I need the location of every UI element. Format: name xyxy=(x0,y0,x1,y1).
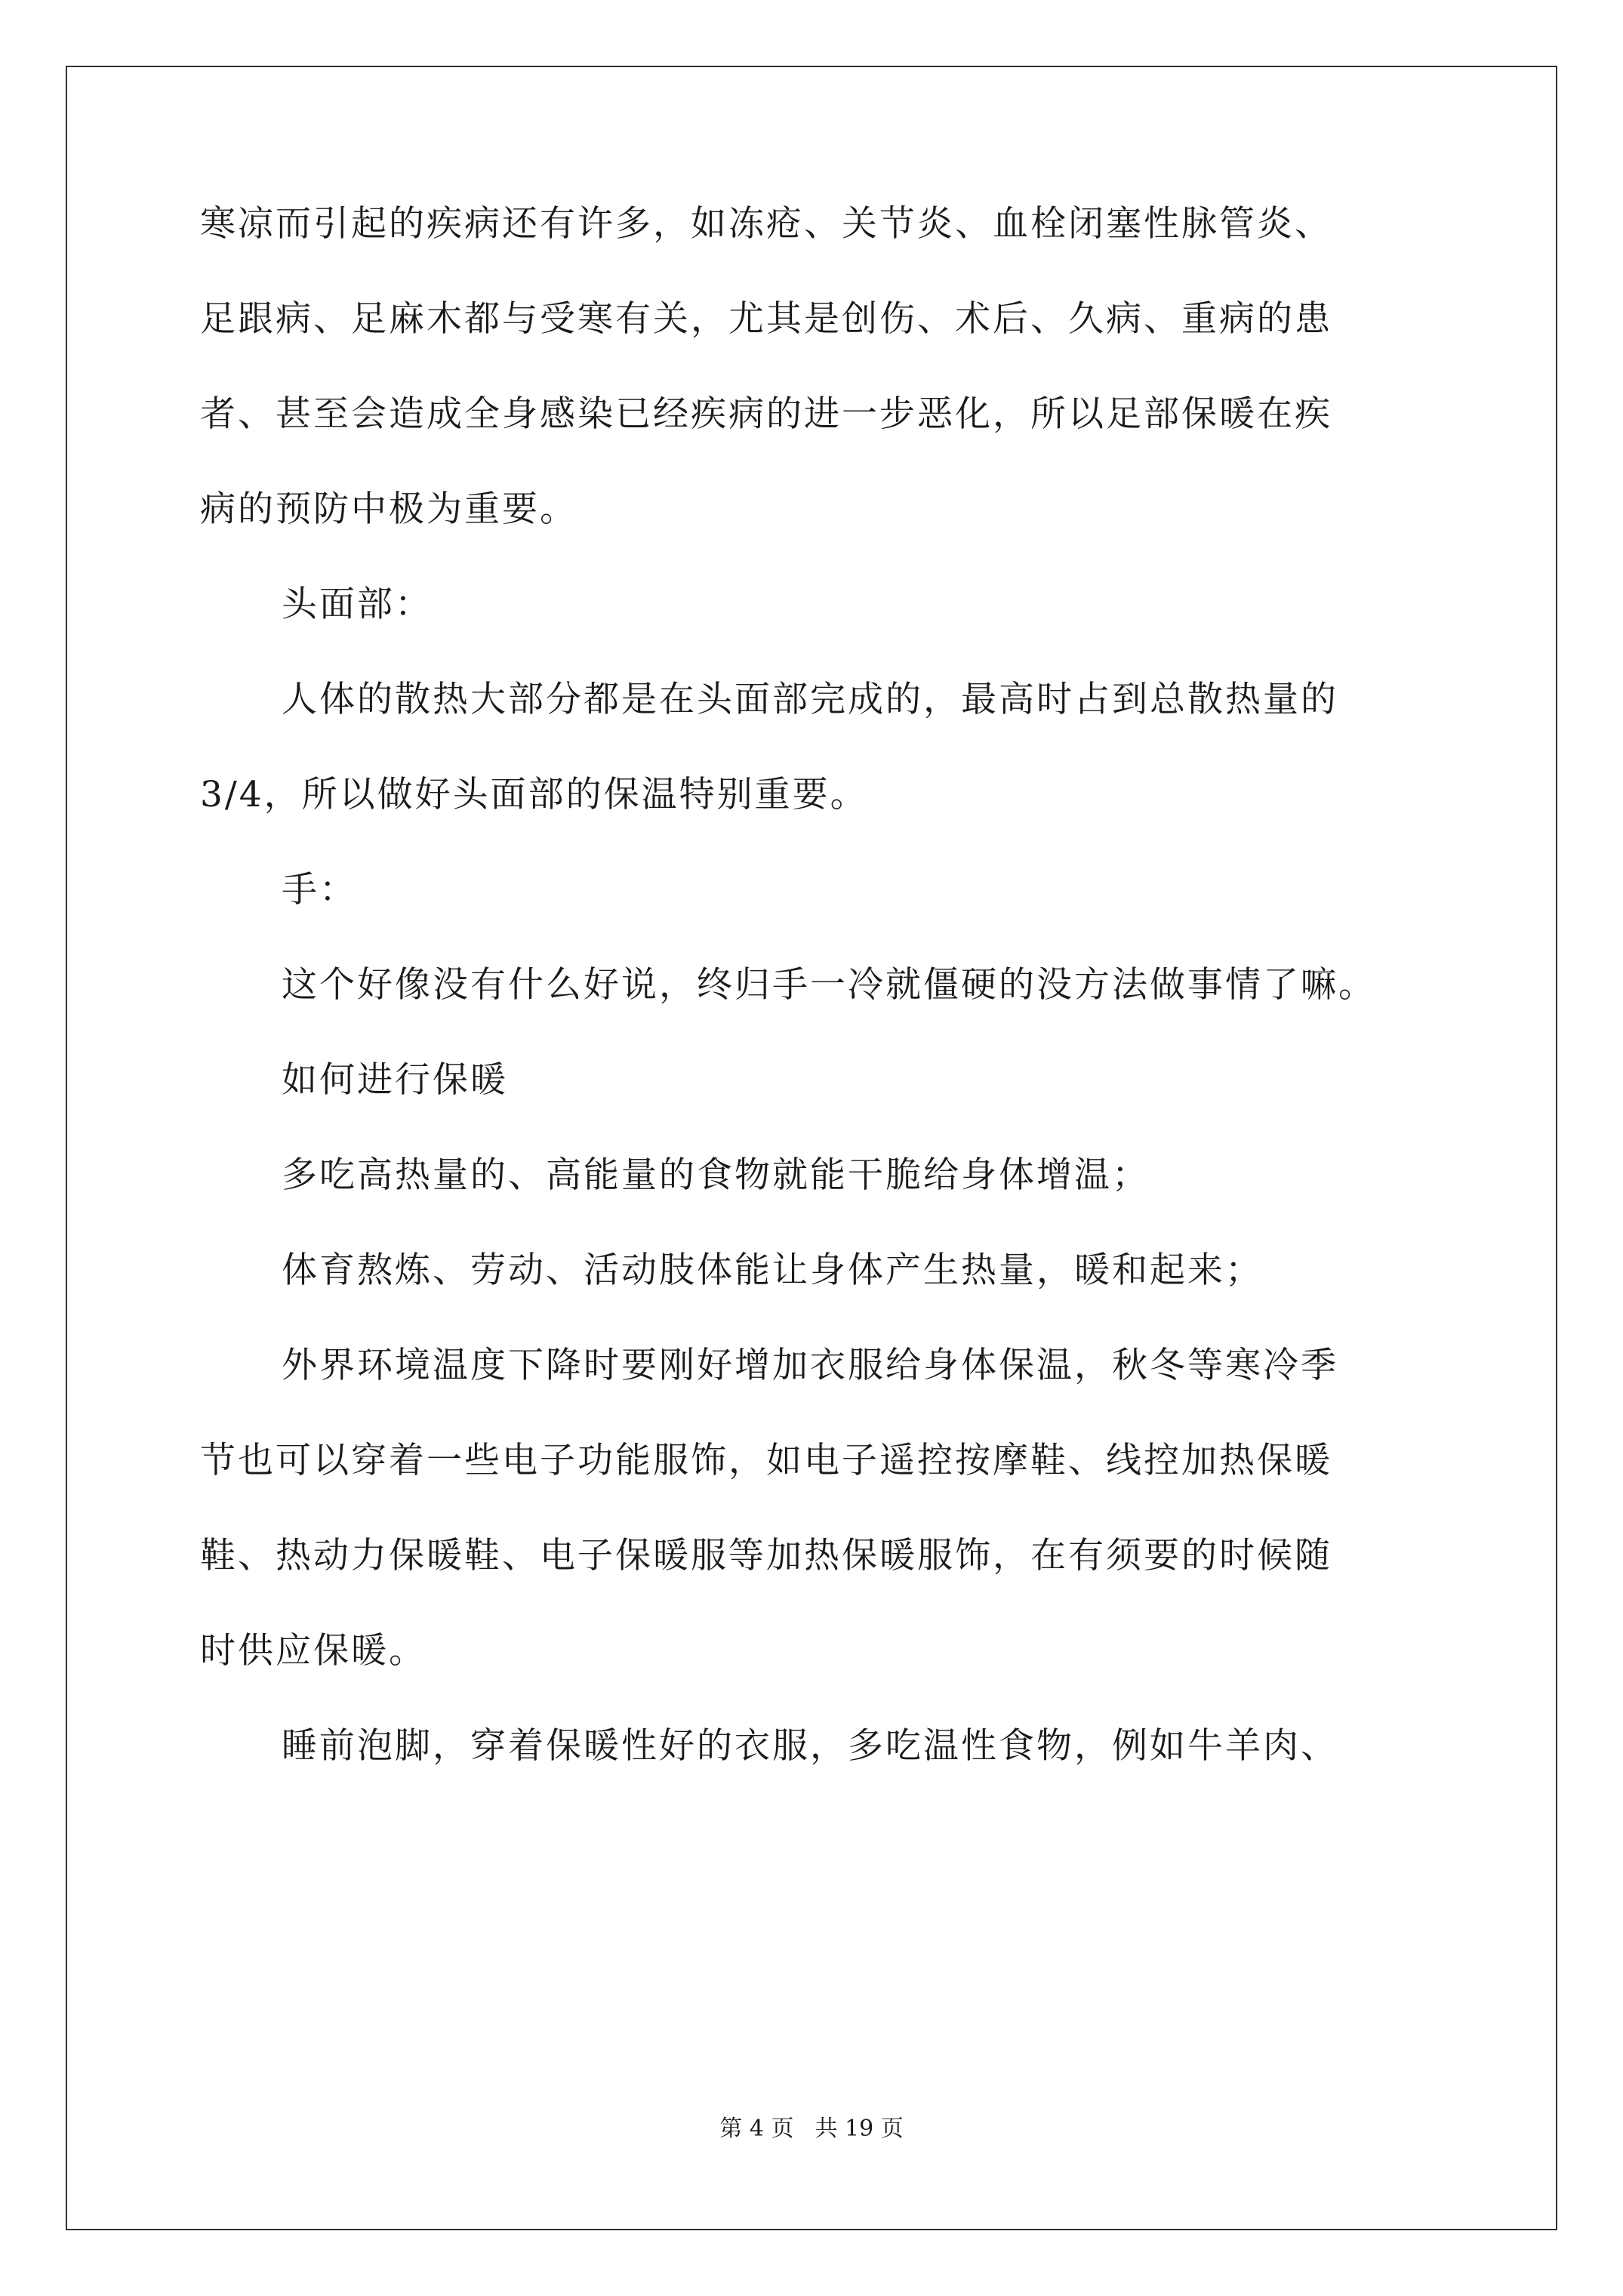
text-line: 寒凉而引起的疾病还有许多，如冻疮、关节炎、血栓闭塞性脉管炎、 xyxy=(200,203,1332,245)
section-heading-how-to-keep-warm: 如何进行保暖 xyxy=(282,1059,508,1101)
text-line: 足跟病、足麻木都与受寒有关，尤其是创伤、术后、久病、重病的患 xyxy=(200,298,1332,340)
text-line: 人体的散热大部分都是在头面部完成的，最高时占到总散热量的 xyxy=(282,679,1338,720)
page-footer xyxy=(0,2114,1623,2144)
section-heading-hand: 手： xyxy=(282,869,357,911)
text-line: 3/4，所以做好头面部的保温特别重要。 xyxy=(200,774,868,815)
text-line: 鞋、热动力保暖鞋、电子保暖服等加热保暖服饰，在有须要的时候随 xyxy=(200,1535,1332,1576)
text-line: 这个好像没有什么好说，终归手一冷就僵硬的没方法做事情了嘛。 xyxy=(282,964,1376,1006)
text-line: 病的预防中极为重要。 xyxy=(200,488,577,530)
text-line: 睡前泡脚，穿着保暖性好的衣服，多吃温性食物，例如牛羊肉、 xyxy=(282,1725,1338,1767)
text-line: 时供应保暖。 xyxy=(200,1630,427,1672)
text-line: 者、甚至会造成全身感染已经疾病的进一步恶化，所以足部保暖在疾 xyxy=(200,393,1332,435)
text-line: 节也可以穿着一些电子功能服饰，如电子遥控按摩鞋、线控加热保暖 xyxy=(200,1440,1332,1481)
page-total: 共 19 页 xyxy=(815,2116,904,2142)
page-number: 第 4 页 xyxy=(719,2116,794,2142)
section-heading-head: 头面部： xyxy=(282,584,433,625)
text-line: 体育熬炼、劳动、活动肢体能让身体产生热量，暖和起来； xyxy=(282,1250,1263,1291)
text-line: 多吃高热量的、高能量的食物就能干脆给身体增温； xyxy=(282,1154,1150,1196)
text-line: 外界环境温度下降时要刚好增加衣服给身体保温，秋冬等寒冷季 xyxy=(282,1345,1338,1386)
